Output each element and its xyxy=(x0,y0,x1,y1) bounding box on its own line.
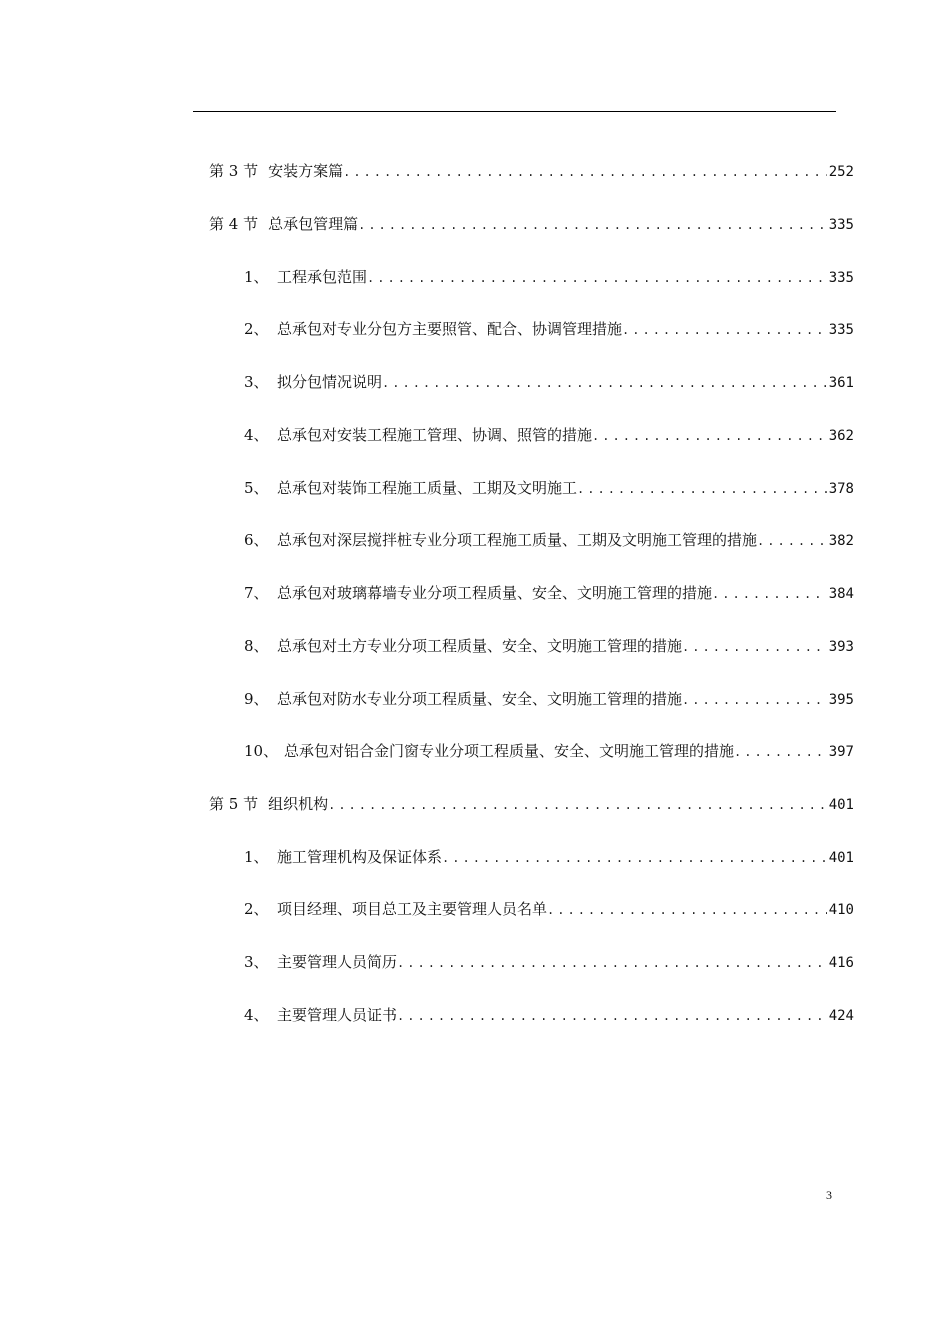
toc-entry[interactable] xyxy=(244,475,854,501)
toc-entry[interactable] xyxy=(244,1002,854,1028)
toc-entry-title: 安装方案篇 xyxy=(268,162,344,180)
dot-leader xyxy=(712,581,827,607)
header-rule xyxy=(193,111,836,112)
toc-entry-title: 项目经理、项目总工及主要管理人员名单 xyxy=(277,900,548,918)
toc-entry-page: 397 xyxy=(828,744,854,760)
dot-leader xyxy=(734,739,827,765)
toc-entry-number: 8、 xyxy=(244,637,269,655)
toc-entry-page: 393 xyxy=(828,639,854,655)
toc-entry-number: 第 5 节 xyxy=(209,795,259,813)
dot-leader xyxy=(622,317,827,343)
toc-entry-section-5[interactable] xyxy=(209,791,854,817)
toc-entry-section-4[interactable] xyxy=(209,211,854,237)
toc-entry-title: 总承包对装饰工程施工质量、工期及文明施工 xyxy=(277,479,578,497)
dot-leader xyxy=(328,792,827,818)
toc-entry-page: 335 xyxy=(828,217,854,233)
toc-entry-page: 382 xyxy=(828,533,854,549)
toc-entry-title: 主要管理人员证书 xyxy=(277,1006,398,1024)
toc-entry-number: 第 3 节 xyxy=(209,162,259,180)
toc-entry-number: 10、 xyxy=(244,742,279,760)
toc-entry-page: 395 xyxy=(828,692,854,708)
toc-entry-number: 3、 xyxy=(244,373,269,391)
dot-leader xyxy=(682,687,827,713)
dot-leader xyxy=(442,845,827,871)
toc-entry-title: 拟分包情况说明 xyxy=(277,373,383,391)
toc-entry-number: 5、 xyxy=(244,479,269,497)
toc-entry[interactable] xyxy=(244,949,854,975)
toc-entry-page: 384 xyxy=(828,586,854,602)
toc-entry-page: 416 xyxy=(828,955,854,971)
toc-entry[interactable] xyxy=(244,422,854,448)
toc-entry-page: 252 xyxy=(828,164,854,180)
dot-leader xyxy=(358,212,827,238)
toc-entry-page: 410 xyxy=(828,902,854,918)
toc-entry-number: 6、 xyxy=(244,531,269,549)
toc-entry-number: 7、 xyxy=(244,584,269,602)
dot-leader xyxy=(367,265,827,291)
toc-entry[interactable] xyxy=(244,580,854,606)
dot-leader xyxy=(343,159,827,185)
toc-entry[interactable] xyxy=(244,686,854,712)
toc-entry-page: 378 xyxy=(828,481,854,497)
toc-entry-title: 组织机构 xyxy=(268,795,329,813)
toc-entry-title: 总承包对铝合金门窗专业分项工程质量、安全、文明施工管理的措施 xyxy=(284,742,735,760)
toc-entry-number: 2、 xyxy=(244,320,269,338)
dot-leader xyxy=(682,634,827,660)
toc-entry-number: 第 4 节 xyxy=(209,215,259,233)
toc-entry-title: 总承包管理篇 xyxy=(268,215,359,233)
toc-entry-page: 335 xyxy=(828,322,854,338)
toc-entry[interactable] xyxy=(244,527,854,553)
toc-entry-title: 总承包对安装工程施工管理、协调、照管的措施 xyxy=(277,426,593,444)
toc-entry-page: 424 xyxy=(828,1008,854,1024)
toc-entry-page: 361 xyxy=(828,375,854,391)
toc-entry-title: 总承包对土方专业分项工程质量、安全、文明施工管理的措施 xyxy=(277,637,683,655)
dot-leader xyxy=(757,528,827,554)
toc-entry[interactable] xyxy=(244,316,854,342)
toc-entry-number: 9、 xyxy=(244,690,269,708)
toc-entry[interactable] xyxy=(244,633,854,659)
toc-entry-title: 总承包对专业分包方主要照管、配合、协调管理措施 xyxy=(277,320,623,338)
dot-leader xyxy=(592,423,827,449)
dot-leader xyxy=(397,950,827,976)
toc-entry-title: 总承包对玻璃幕墙专业分项工程质量、安全、文明施工管理的措施 xyxy=(277,584,713,602)
toc-entry-title: 总承包对防水专业分项工程质量、安全、文明施工管理的措施 xyxy=(277,690,683,708)
toc-entry-number: 3、 xyxy=(244,953,269,971)
toc-entry-number: 4、 xyxy=(244,1006,269,1024)
toc-entry-number: 2、 xyxy=(244,900,269,918)
toc-entry-title: 主要管理人员简历 xyxy=(277,953,398,971)
toc-entry-page: 401 xyxy=(828,850,854,866)
toc-entry-title: 总承包对深层搅拌桩专业分项工程施工质量、工期及文明施工管理的措施 xyxy=(277,531,758,549)
dot-leader xyxy=(397,1003,827,1029)
dot-leader xyxy=(547,897,827,923)
toc-entry[interactable] xyxy=(244,844,854,870)
toc-entry-number: 4、 xyxy=(244,426,269,444)
toc-entry-section-3[interactable] xyxy=(209,158,854,184)
toc-entry[interactable] xyxy=(244,738,854,764)
toc-entry-page: 401 xyxy=(828,797,854,813)
toc-entry-number: 1、 xyxy=(244,268,269,286)
dot-leader xyxy=(382,370,827,396)
toc-entry-page: 362 xyxy=(828,428,854,444)
dot-leader xyxy=(577,476,827,502)
page-number: 3 xyxy=(826,1188,832,1202)
toc-entry[interactable] xyxy=(244,369,854,395)
toc-entry-title: 工程承包范围 xyxy=(277,268,368,286)
toc-entry[interactable] xyxy=(244,264,854,290)
toc-entry[interactable] xyxy=(244,896,854,922)
toc-entry-title: 施工管理机构及保证体系 xyxy=(277,848,443,866)
toc-entry-number: 1、 xyxy=(244,848,269,866)
toc-entry-page: 335 xyxy=(828,270,854,286)
